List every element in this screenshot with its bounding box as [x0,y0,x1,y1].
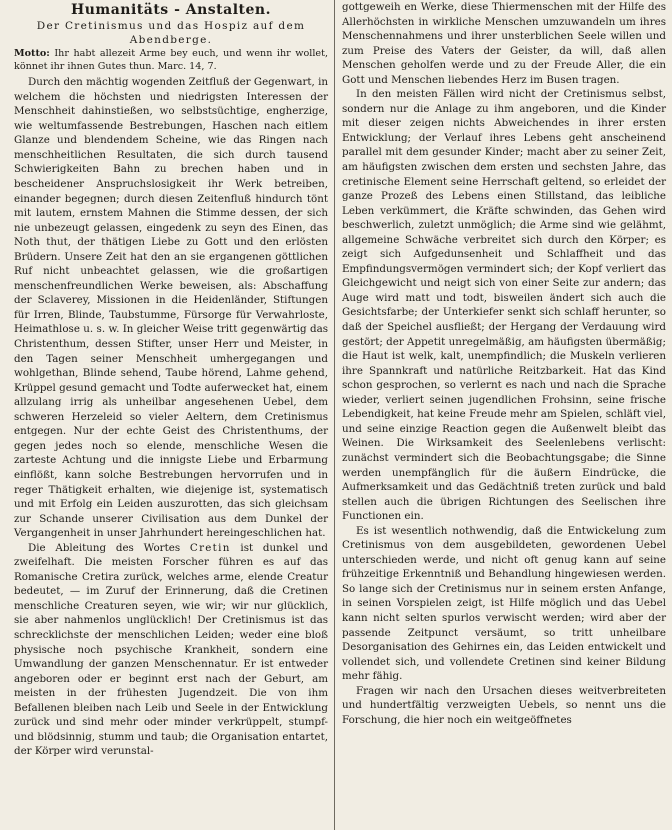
left-paragraph-2 [14,541,328,759]
left-column [14,0,328,759]
right-paragraph-2: Es ist wesentlich nothwendig, daß die Entwickelung zum Cretinismus von dem ausgebildeten, gewordenen Uebel unterschieden werde, und nicht oft genug kann auf seine frühzeitige Erkenntniß und Behandlung hingewiesen werden. So lange sich der Cretinismus nur in seinem ersten Anfange, in seinen Vorspielen zeigt, ist Hilfe möglich und das Uebel kann nicht selten spurlos verwischt werden; wird aber der passende Zeitpunct versäumt, so tritt unheilbare Desorganisation des Gehirnes ein, das Leiden entwickelt und vollendet sich, und vollendete Cretinen sind keiner Bildung mehr fähig. [342,524,666,683]
left-paragraph-2-start: Die Ableitung des Wortes [28,541,190,554]
article-subtitle-line-1: Der Cretinismus und das Hospiz auf dem [36,20,306,32]
article-subtitle-line-2: Abendberge. [129,34,213,46]
motto-label: Motto: [14,48,50,59]
left-paragraph-2-rest: ist dunkel und zweifelhaft. Die meisten Forscher führen es auf das Romanische Cretira zurück, welches arme, elende Creatur bedeutet, — im Zuruf der Erinnerung, daß die Cretinen menschliche Creaturen seyen, wie wir; wir nur glücklich, sie aber nahmenlos unglücklich! Der Cretinismus ist das schrecklichste der menschlichen Leiden; weder eine bloß physische noch psychische Krankheit, sondern eine Umwandlung der ganzen Menschennatur. Er ist entweder angeboren oder er beginnt erst nach der Geburt, am meisten in der frühesten Jugendzeit. Die von ihm Befallenen bleiben nach Leib und Seele in der Entwicklung zurück und sind mehr oder minder verkrüppelt, stumpf- und blödsinnig, stumm und taub; die Organisation entartet, der Körper wird verunstal- [14,541,328,758]
column-divider [334,0,335,830]
motto [14,48,328,73]
right-paragraph-continued: gottgeweih en Werke, diese Thiermenschen mit der Hilfe des Allerhöchsten in wirkliche Menschen umzuwandeln um ihres Menschennahmens und ihrer unsterblichen Seele willen und zum Preise des Vaters der Geister, da will, daß allen Menschen geholfen werde und zu der Freude Aller, die ein Gott und Menschen liebendes Herz im Busen tragen. [342,1,666,86]
motto-text: Ihr habt allezeit Arme bey euch, und wenn ihr wollet, könnet ihr ihnen Gutes thun. Marc. 14, 7. [14,48,328,72]
right-column [342,0,666,727]
right-paragraph-3: Fragen wir nach den Ursachen dieses weitverbreiteten und hundertfältig verzweigten Uebels, so nennt uns die Forschung, die hier noch ein weitgeöffnetes [342,684,666,726]
left-paragraph-1: Durch den mächtig wogenden Zeitfluß der Gegenwart, in welchem die höchsten und niedrigsten Interessen der Menschheit dahinstießen, wo selbstsüchtige, engherzige, wie weltumfassende Bestrebungen, Haschen nach eitlem Glanze und blendendem Scheine, wie das Ringen nach menschheitlichen Resultaten, die sich durch tausend Schwierigkeiten Bahn zu brechen haben und in bescheidener Anspruchslosigkeit ihr Werk betreiben, einander begegnen; durch diesen Zeitenfluß hindurch tönt mit lautem, ernstem Mahnen die Stimme dessen, der sich nie unbezeugt gelassen, eingedenk zu seyn des Einen, das Noth thut, der thätigen Liebe zu Gott und den erlösten Brüdern. Unsere Zeit hat den an sie ergangenen göttlichen Ruf nicht unbeachtet gelassen, wie die großartigen menschenfreundlichen Werke beweisen, als: Abschaffung der Sclaverey, Missionen in die Heidenländer, Stiftungen für Irren, Blinde, Taubstumme, Fürsorge für Verwahrloste, Heimathlose u. s. w. In gleicher Weise tritt gegenwärtig das Christenthum, dessen Stifter, unser Herr und Meister, in den Tagen seiner Menschheit umhergegangen und wohlgethan, Blinde sehend, Taube hörend, Lahme gehend, Krüppel gesund gemacht und Todte auferwecket hat, einem allzulang irrig als unheilbar angesehenen Uebel, dem schweren Herzeleid so vieler Aeltern, dem Cretinismus entgegen. Nur der echte Geist des Christenthums, der gegen jedes noch so elende, menschliche Wesen die zarteste Achtung und die innigste Liebe und Erbarmung einflößt, kann solche Bestrebungen hervorrufen und in reger Thätigkeit erhalten, wie diejenige ist, systematisch und mit Erfolg ein Leiden auszurotten, das sich gleichsam zur Schande unserer Civilisation aus dem Dunkel der Vergangenheit in unser Jahrhundert hereingeschlichen hat. [14,76,328,540]
term-cretin: Cretin [189,541,231,554]
article-title: Humanitäts - Anstalten. [71,2,271,18]
right-paragraph-1: In den meisten Fällen wird nicht der Cretinismus selbst, sondern nur die Anlage zu ihm angeboren, und die Kinder mit dieser zeigen nichts Abweichendes in ihrer ersten Entwicklung; der Verlauf ihres Lebens geht anscheinend parallel mit dem gesunder Kinder; macht aber zu seiner Zeit, am häufigsten zwischen dem ersten und sechsten Jahre, das cretinische Element seine Herrschaft geltend, so erleidet der ganze Prozeß des Lebens einen Stillstand, das leibliche Leben verkümmert, die Kräfte schwinden, das Gehen wird beschwerlich, zuletzt unmöglich; die Arme sind wie gelähmt, allgemeine Schwäche verbreitet sich durch den Körper; es zeigt sich Aufgedunsenheit und Schlaffheit und das Empfindungsvermögen vermindert sich; der Kopf verliert das Gleichgewicht und neigt sich von einer Seite zur andern; das Auge wird matt und todt, bisweilen ändert sich auch die Gesichtsfarbe; der Unterkiefer senkt sich schlaff herunter, so daß der Speichel ausfließt; der Hergang der Verdauung wird gestört; der Appetit unregelmäßig, am häufigsten übermäßig; die Haut ist welk, kalt, unempfindlich; die Muskeln verlieren ihre Spannkraft und natürliche Reitzbarkeit. Hat das Kind schon gesprochen, so verlernt es nach und nach die Sprache wieder, verliert seinen jugendlichen Frohsinn, seine frische Lebendigkeit, hat keine Freude mehr am Spielen, schläft viel, und seine einzige Reaction gegen die Außenwelt bleibt das Weinen. Die Wirksamkeit des Seelenlebens verlischt: zunächst vermindert sich die Beobachtungsgabe; die Sinne werden unempfänglich für die äußern Eindrücke, die Aufmerksamkeit und das Gedächtniß treten zurück und bald stellen auch die übrigen Richtungen des Seelischen ihre Functionen ein. [342,88,666,523]
